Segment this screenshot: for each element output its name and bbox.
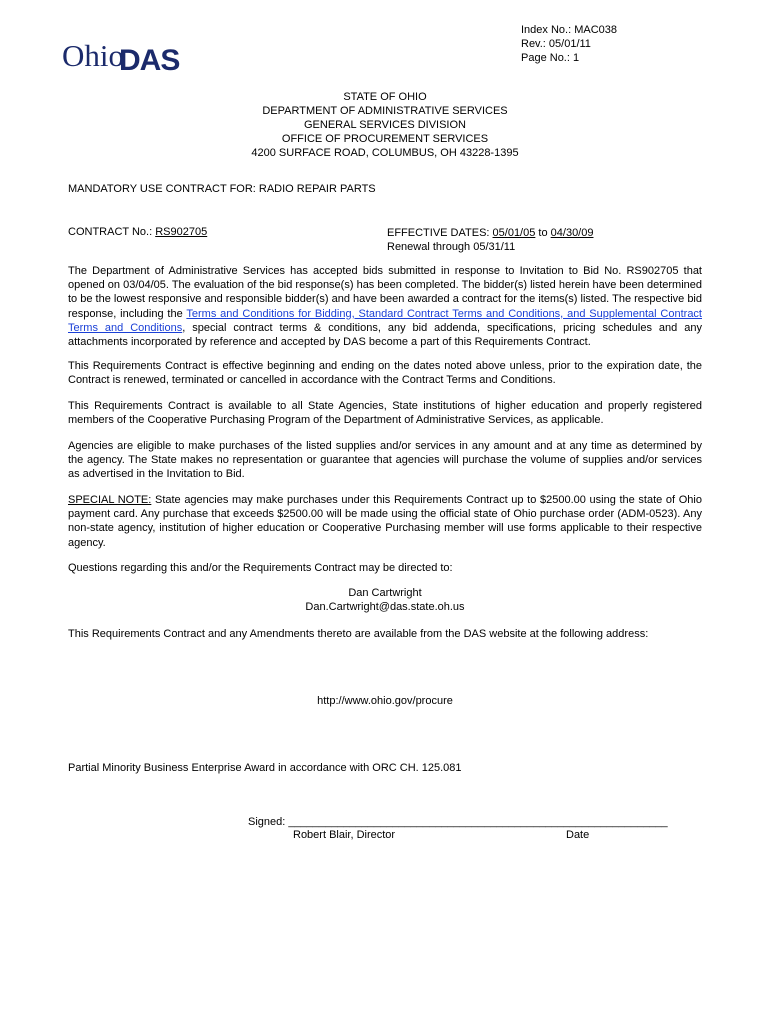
effective-dates: [387, 226, 593, 254]
effective-end-date: 04/30/09: [550, 227, 594, 239]
document-index-block: [521, 23, 617, 65]
effective-paragraph: This Requirements Contract is effective beginning and ending on the dates noted above unless, prior to the expiration date, the Contract is renewed, terminated or cancelled in accordance with the Contract Terms and Conditions.: [68, 360, 702, 387]
special-note-paragraph: [68, 493, 702, 550]
header-state: STATE OF OHIO: [343, 91, 427, 103]
ohio-das-logo: [62, 32, 180, 77]
renewal-date: Renewal through 05/31/11: [387, 241, 516, 253]
contract-title: MANDATORY USE CONTRACT FOR: RADIO REPAIR PARTS: [68, 183, 376, 195]
availability-paragraph: This Requirements Contract is available to all State Agencies, State institutions of higher education and properly registered members of the Cooperative Purchasing Program of the Department of Administrative Services, as applicable.: [68, 400, 702, 427]
revision-date: Rev.: 05/01/11: [521, 38, 591, 50]
award-text-before: The Department of Administrative Services has accepted bids submitted in response to Invitation to Bid No. RS902705 that opened on 03/04/05. The evaluation of the bid response(s) has been completed. The bidder(s) listed herein have been determined to be the lowest responsive and responsible bidder(s) and have been awarded a contract for the items(s) listed. The respective bid response, including the: [68, 265, 702, 320]
effective-to: to: [535, 227, 551, 239]
letterhead: [0, 90, 770, 160]
page-number: Page No.: 1: [521, 52, 580, 64]
signature-date-label: Date: [566, 829, 590, 841]
effective-dates-label: EFFECTIVE DATES:: [387, 227, 493, 239]
contact-name: Dan Cartwright: [348, 587, 422, 599]
contract-number-label: CONTRACT No.:: [68, 226, 156, 238]
signature-line: Signed: ______________________________________________________________: [248, 816, 668, 828]
header-department: DEPARTMENT OF ADMINISTRATIVE SERVICES: [262, 105, 508, 117]
eligibility-paragraph: Agencies are eligible to make purchases of the listed supplies and/or services in any amount and at any time as determined by the agency. The State makes no representation or guarantee that agencies will purchase the volume of supplies and/or services as advertised in the Invitation to Bid.: [68, 440, 702, 481]
award-text-after: , special contract terms & conditions, any bid addenda, specifications, pricing schedules and any attachments incorporated by reference and accepted by DAS become a part of this Requirements Contract.: [68, 321, 702, 349]
website-paragraph: This Requirements Contract and any Amendments thereto are available from the DAS website at the following address:: [68, 628, 649, 640]
header-division: GENERAL SERVICES DIVISION: [304, 119, 466, 131]
award-paragraph: [68, 264, 702, 349]
special-note-label: SPECIAL NOTE:: [68, 494, 152, 506]
logo-das-text: DAS: [119, 44, 180, 77]
website-url: http://www.ohio.gov/procure: [317, 695, 453, 707]
index-number: Index No.: MAC038: [521, 24, 617, 36]
contract-number-line: [68, 226, 207, 238]
contract-number: RS902705: [155, 226, 208, 238]
questions-paragraph: Questions regarding this and/or the Requirements Contract may be directed to:: [68, 562, 453, 574]
logo-ohio-text: Ohio: [62, 38, 124, 73]
contact-email: Dan.Cartwright@das.state.oh.us: [305, 601, 465, 613]
header-address: 4200 SURFACE ROAD, COLUMBUS, OH 43228-1395: [251, 147, 519, 159]
minority-award-note: Partial Minority Business Enterprise Award in accordance with ORC CH. 125.081: [68, 762, 462, 774]
effective-start-date: 05/01/05: [492, 227, 536, 239]
special-note-text: State agencies may make purchases under this Requirements Contract up to $2500.00 using the state of Ohio payment card. Any purchase that exceeds $2500.00 will be made using the official state of Ohio purchase order (ADM-0523). Any non-state agency, institution of higher education or Cooperative Purchasing member will use forms applicable to their respective agency.: [68, 494, 702, 549]
signer-name: Robert Blair, Director: [293, 829, 396, 841]
terms-and-conditions-link[interactable]: Terms and Conditions for Bidding, Standard Contract Terms and Conditions, and Supplemental Contract Terms and Conditions: [68, 307, 702, 334]
header-office: OFFICE OF PROCUREMENT SERVICES: [281, 133, 489, 145]
